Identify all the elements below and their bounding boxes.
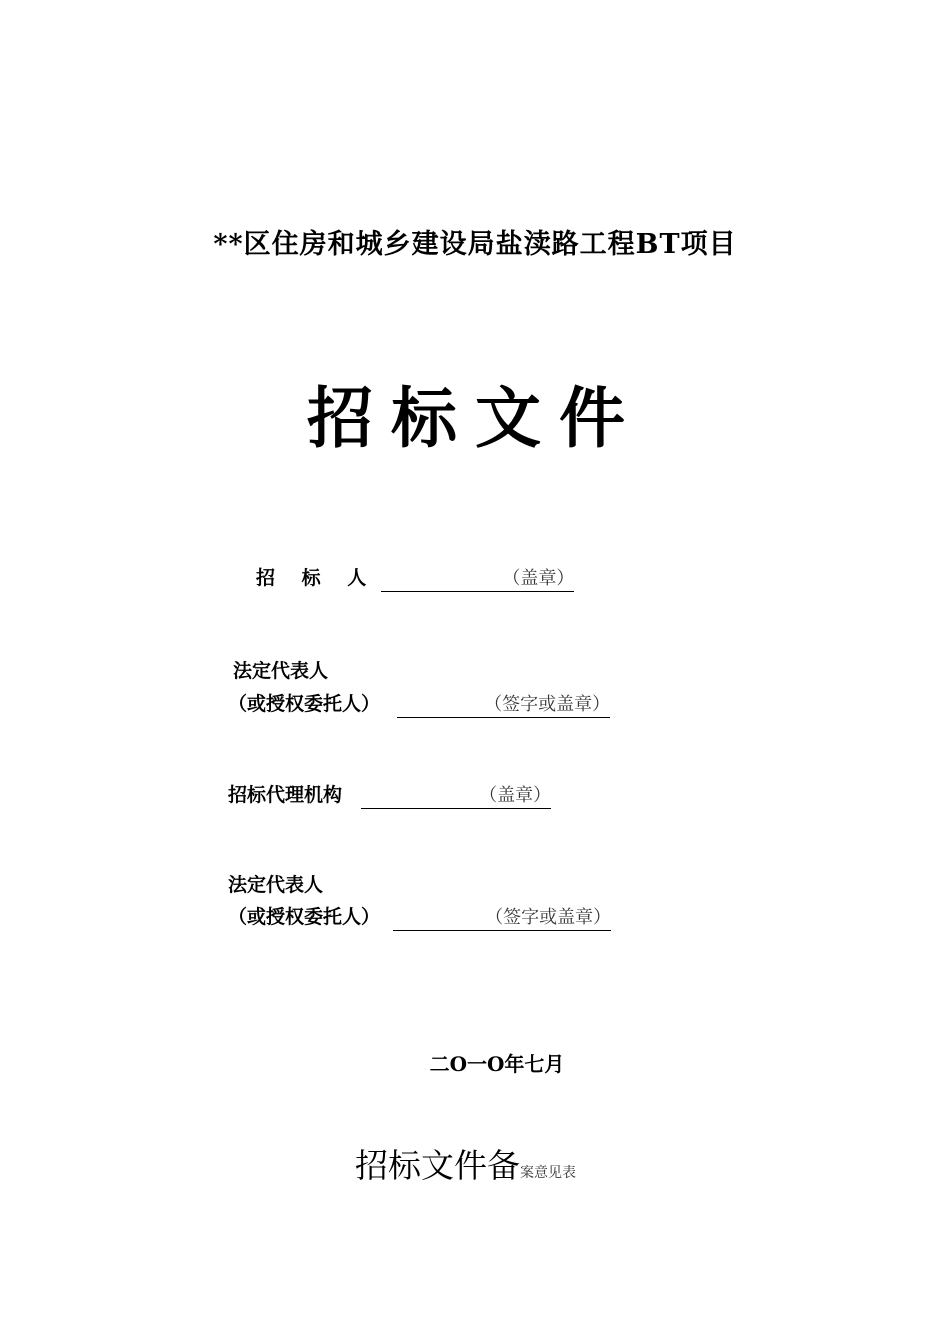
project-title: **区住房和城乡建设局盐渎路工程BT项目 (213, 229, 737, 260)
legal-rep1-label-line2: （或授权委托人） (228, 693, 381, 715)
legal-rep1-sign-blank: （签字或盖章） (397, 690, 610, 718)
issue-date: 二O一O年七月 (429, 1052, 565, 1076)
tenderer-seal-blank: （盖章） (381, 564, 574, 592)
tenderer-label: 招 标 人 (256, 567, 377, 589)
legal-rep1-label-line1: 法定代表人 (233, 660, 329, 682)
legal-rep2-label-line1: 法定代表人 (228, 874, 324, 896)
record-opinion-heading (355, 1140, 576, 1187)
agency-seal-blank: （盖章） (361, 781, 551, 809)
document-title: 招标文件 (307, 380, 643, 457)
tenderer-row (256, 563, 574, 592)
record-heading-large: 招标文件备 (355, 1146, 520, 1185)
legal-rep2-label-line2: （或授权委托人） (228, 906, 381, 928)
legal-rep2-sign-blank: （签字或盖章） (393, 903, 611, 931)
legal-rep1-row (228, 689, 610, 718)
agency-row (228, 780, 551, 809)
record-heading-small: 案意见表 (520, 1165, 576, 1181)
legal-rep2-row (228, 902, 611, 931)
agency-label: 招标代理机构 (228, 784, 343, 806)
